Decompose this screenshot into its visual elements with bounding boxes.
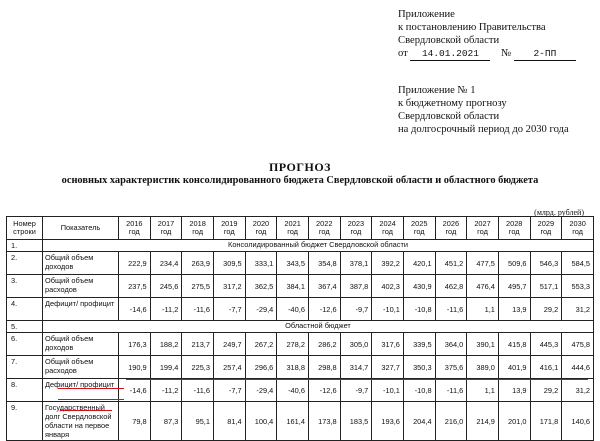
value-cell: 343,5 (277, 252, 309, 275)
value-cell: 416,1 (530, 356, 562, 379)
row-number-cell: 1. (7, 240, 43, 252)
value-cell: 314,7 (340, 356, 372, 379)
red-underline-1 (58, 388, 124, 389)
value-cell: -9,7 (340, 379, 372, 402)
value-cell: 29,2 (530, 379, 562, 402)
value-cell: 509,6 (498, 252, 530, 275)
table-header-row (7, 217, 594, 240)
value-cell: 420,1 (403, 252, 435, 275)
header-year-2030 (562, 217, 594, 240)
value-cell: 339,5 (403, 333, 435, 356)
row-number-cell: 2. (7, 252, 43, 275)
value-cell: 188,2 (150, 333, 182, 356)
decree-date: 14.01.2021 (410, 47, 490, 61)
value-cell: 245,6 (150, 275, 182, 298)
value-cell: 201,0 (498, 402, 530, 441)
indicator-label: Общий объем доходов (43, 333, 119, 356)
header-year-suffix: год (477, 227, 488, 236)
header-year-value: 2018 (189, 218, 206, 228)
value-cell: 1,1 (467, 379, 499, 402)
value-cell: 392,2 (372, 252, 404, 275)
value-cell: 553,3 (562, 275, 594, 298)
value-cell: 317,6 (372, 333, 404, 356)
appendix-region-line-2: Свердловской области (398, 111, 500, 122)
header-year-value: 2024 (379, 218, 396, 228)
header-year-suffix: год (413, 227, 425, 236)
value-cell: -11,6 (435, 379, 467, 402)
value-cell: -12,6 (308, 298, 340, 321)
value-cell: 31,2 (562, 379, 594, 402)
value-cell: -29,4 (245, 379, 277, 402)
appendix-region-line: Свердловской области (398, 35, 500, 46)
header-year-2026 (435, 217, 467, 240)
value-cell: 430,9 (403, 275, 435, 298)
value-cell: 31,2 (562, 298, 594, 321)
value-cell: 234,4 (150, 252, 182, 275)
value-cell: -11,2 (150, 298, 182, 321)
header-year-value: 2020 (252, 218, 270, 228)
header-year-2020 (245, 217, 277, 240)
value-cell: 173,8 (308, 402, 340, 441)
table-row (7, 321, 594, 333)
header-year-2017 (150, 217, 182, 240)
header-year-2022 (308, 217, 340, 240)
header-year-suffix: год (223, 227, 235, 236)
value-cell: -11,6 (435, 298, 467, 321)
value-cell: 100,4 (245, 402, 277, 441)
value-cell: 415,8 (498, 333, 530, 356)
appendix-forecast-line: к бюджетному прогнозу (398, 98, 507, 109)
value-cell: 378,1 (340, 252, 372, 275)
value-cell: 401,9 (498, 356, 530, 379)
header-year-suffix: год (128, 227, 140, 236)
header-year-2018 (182, 217, 214, 240)
value-cell: 29,2 (530, 298, 562, 321)
value-cell: 476,4 (467, 275, 499, 298)
header-indicator: Показатель (43, 217, 119, 240)
value-cell: 309,5 (213, 252, 245, 275)
header-year-suffix: год (508, 227, 520, 236)
value-cell: 354,8 (308, 252, 340, 275)
indicator-label: Общий объем расходов (43, 356, 119, 379)
value-cell: -10,1 (372, 298, 404, 321)
value-cell: 477,5 (467, 252, 499, 275)
value-cell: -12,6 (308, 379, 340, 402)
value-cell: 387,8 (340, 275, 372, 298)
section-heading: Консолидированный бюджет Свердловской области (43, 240, 594, 252)
value-cell: 367,4 (308, 275, 340, 298)
header-year-2016 (119, 217, 151, 240)
value-cell: 362,5 (245, 275, 277, 298)
value-cell: -11,6 (182, 379, 214, 402)
header-year-value: 2022 (316, 218, 333, 228)
value-cell: -7,7 (213, 379, 245, 402)
value-cell: 216,0 (435, 402, 467, 441)
red-underline-3 (60, 410, 112, 411)
value-cell: 364,0 (435, 333, 467, 356)
header-year-suffix: год (255, 227, 267, 236)
header-year-value: 2016 (126, 218, 143, 228)
value-cell: -14,6 (119, 298, 151, 321)
value-cell: 183,5 (340, 402, 372, 441)
table-row (7, 356, 594, 379)
value-cell: 161,4 (277, 402, 309, 441)
section-heading: Областной бюджет (43, 321, 594, 333)
value-cell: -9,7 (340, 298, 372, 321)
value-cell: 87,3 (150, 402, 182, 441)
header-year-value: 2028 (505, 218, 523, 228)
appendix-decree-line: к постановлению Правительства (398, 22, 546, 33)
header-year-2021 (277, 217, 309, 240)
value-cell: 13,9 (498, 379, 530, 402)
value-cell: 495,7 (498, 275, 530, 298)
value-cell: 249,7 (213, 333, 245, 356)
row-number-cell: 3. (7, 275, 43, 298)
value-cell: 95,1 (182, 402, 214, 441)
value-cell: 451,2 (435, 252, 467, 275)
value-cell: -10,8 (403, 298, 435, 321)
value-cell: 275,5 (182, 275, 214, 298)
row-number-cell: 9. (7, 402, 43, 441)
value-cell: 384,1 (277, 275, 309, 298)
units-label: (млрд. рублей) (534, 208, 584, 217)
budget-forecast-table (6, 216, 594, 441)
value-cell: 257,4 (213, 356, 245, 379)
value-cell: 13,9 (498, 298, 530, 321)
header-year-suffix: год (445, 227, 457, 236)
value-cell: 286,2 (308, 333, 340, 356)
header-year-suffix: год (572, 227, 583, 236)
value-cell: 222,9 (119, 252, 151, 275)
header-year-suffix: год (350, 227, 362, 236)
header-year-2027 (467, 217, 499, 240)
value-cell: 140,6 (562, 402, 594, 441)
indicator-label: Государственный долг Свердловской области на первое января (43, 402, 119, 441)
header-year-2019 (213, 217, 245, 240)
header-year-2024 (372, 217, 404, 240)
appendix-title: Приложение (398, 9, 455, 20)
header-year-suffix: год (382, 227, 393, 236)
value-cell: 190,9 (119, 356, 151, 379)
header-year-suffix: год (287, 227, 298, 236)
value-cell: 475,8 (562, 333, 594, 356)
value-cell: 517,1 (530, 275, 562, 298)
row-number-cell: 7. (7, 356, 43, 379)
header-year-2025 (403, 217, 435, 240)
value-cell: 402,3 (372, 275, 404, 298)
appendix-number: Приложение № 1 (398, 85, 476, 96)
table-row (7, 252, 594, 275)
value-cell: 199,4 (150, 356, 182, 379)
header-year-suffix: год (192, 227, 204, 236)
table-row (7, 402, 594, 441)
row-number-cell: 5. (7, 321, 43, 333)
value-cell: 296,6 (245, 356, 277, 379)
value-cell: -7,7 (213, 298, 245, 321)
appendix-period-line: на долгосрочный период до 2030 года (398, 124, 569, 135)
value-cell: -11,6 (182, 298, 214, 321)
header-year-2028 (498, 217, 530, 240)
header-year-value: 2021 (284, 218, 301, 228)
header-year-suffix: год (540, 227, 552, 236)
value-cell: 445,3 (530, 333, 562, 356)
appendix-budget-forecast (398, 84, 569, 136)
value-cell: -14,6 (119, 379, 151, 402)
red-underline-2 (58, 399, 124, 400)
row-number-cell: 4. (7, 298, 43, 321)
row-number-cell: 8. (7, 379, 43, 402)
value-cell: -10,8 (403, 379, 435, 402)
header-year-value: 2019 (221, 218, 238, 228)
header-year-value: 2025 (411, 218, 428, 228)
value-cell: 350,3 (403, 356, 435, 379)
table-row (7, 298, 594, 321)
header-year-value: 2017 (157, 218, 175, 228)
header-year-suffix: год (318, 227, 330, 236)
table-row (7, 275, 594, 298)
value-cell: 204,4 (403, 402, 435, 441)
value-cell: 327,7 (372, 356, 404, 379)
indicator-label: Общий объем расходов (43, 275, 119, 298)
header-year-value: 2027 (474, 218, 491, 228)
header-year-value: 2026 (442, 218, 460, 228)
value-cell: 389,0 (467, 356, 499, 379)
decree-number: 2-ПП (514, 47, 576, 61)
value-cell: 318,8 (277, 356, 309, 379)
header-year-value: 2030 (569, 218, 586, 228)
value-cell: 214,9 (467, 402, 499, 441)
value-cell: -10,1 (372, 379, 404, 402)
value-cell: 237,5 (119, 275, 151, 298)
value-cell: 584,5 (562, 252, 594, 275)
value-cell: 176,3 (119, 333, 151, 356)
value-cell: -40,6 (277, 379, 309, 402)
red-underline-values (126, 379, 588, 380)
value-cell: 298,8 (308, 356, 340, 379)
header-year-value: 2029 (537, 218, 555, 228)
value-cell: 444,6 (562, 356, 594, 379)
appendix-government-decree (398, 8, 576, 61)
value-cell: 267,2 (245, 333, 277, 356)
value-cell: 225,3 (182, 356, 214, 379)
value-cell: 213,7 (182, 333, 214, 356)
value-cell: 462,8 (435, 275, 467, 298)
value-cell: -40,6 (277, 298, 309, 321)
header-year-2023 (340, 217, 372, 240)
value-cell: 263,9 (182, 252, 214, 275)
value-cell: -11,2 (150, 379, 182, 402)
indicator-label: Дефицит/ профицит (43, 298, 119, 321)
table-row (7, 240, 594, 252)
value-cell: 278,2 (277, 333, 309, 356)
document-title: ПРОГНОЗ (268, 160, 332, 174)
value-cell: 79,8 (119, 402, 151, 441)
value-cell: 546,3 (530, 252, 562, 275)
header-row-number: Номер строки (7, 217, 43, 240)
value-cell: 193,6 (372, 402, 404, 441)
table-row (7, 333, 594, 356)
value-cell: 317,2 (213, 275, 245, 298)
indicator-label: Общий объем доходов (43, 252, 119, 275)
value-cell: -29,4 (245, 298, 277, 321)
appendix-date-line (398, 47, 576, 61)
value-cell: 1,1 (467, 298, 499, 321)
header-year-value: 2023 (347, 218, 365, 228)
value-cell: 305,0 (340, 333, 372, 356)
value-cell: 390,1 (467, 333, 499, 356)
value-cell: 171,8 (530, 402, 562, 441)
header-year-2029 (530, 217, 562, 240)
document-subtitle: основных характеристик консолидированного бюджета Свердловской области и областного бюджета (61, 175, 539, 186)
value-cell: 81,4 (213, 402, 245, 441)
ot-label: от (398, 48, 408, 59)
number-label: № (501, 48, 512, 59)
header-year-suffix: год (160, 227, 172, 236)
value-cell: 333,1 (245, 252, 277, 275)
indicator-label: Дефицит/ профицит (43, 379, 119, 402)
value-cell: 375,6 (435, 356, 467, 379)
row-number-cell: 6. (7, 333, 43, 356)
